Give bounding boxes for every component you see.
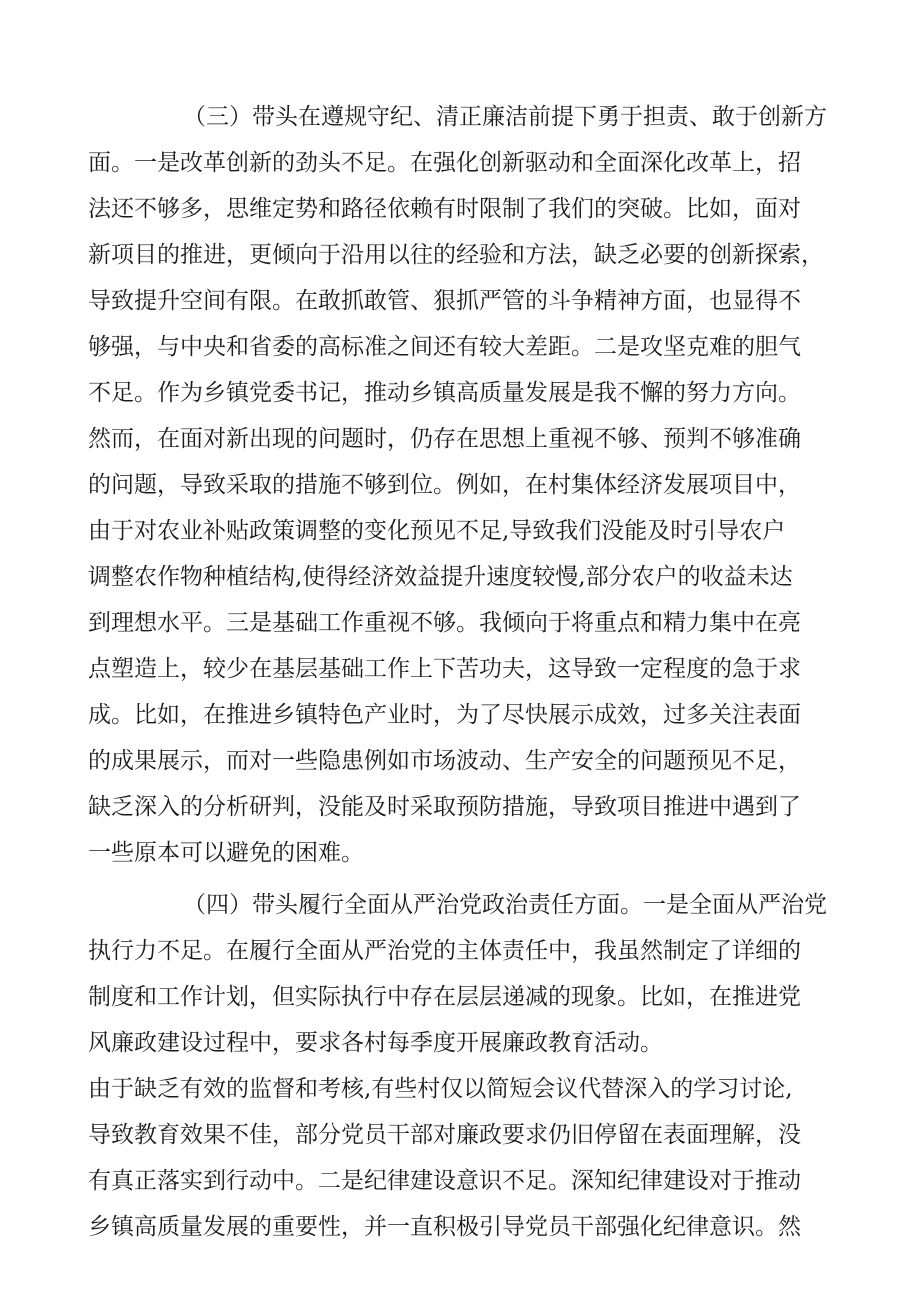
para3-line-12: 到理想水平。三是基础工作重视不够。我倾向于将重点和精力集中在亮 [88, 610, 801, 636]
para3-line-14: 成。比如，在推进乡镇特色产业时，为了尽快展示成效，过多关注表面 [88, 702, 801, 728]
para4-line-3: 制度和工作计划，但实际执行中存在层层递减的现象。比如，在推进党 [88, 984, 801, 1010]
para3-line-11: 调整农作物种植结构,使得经济效益提升速度较慢,部分农户的收益未达 [88, 564, 793, 590]
para3-line-2: 面。一是改革创新的劲头不足。在强化创新驱动和全面深化改革上，招 [88, 150, 801, 176]
para3-line-6: 够强，与中央和省委的高标准之间还有较大差距。二是攻坚克难的胆气 [88, 334, 801, 360]
para3-line-7: 不足。作为乡镇党委书记，推动乡镇高质量发展是我不懈的努力方向。 [88, 380, 801, 406]
para3-line-8: 然而，在面对新出现的问题时，仍存在思想上重视不够、预判不够准确 [88, 426, 801, 452]
para4-line-7: 有真正落实到行动中。二是纪律建设意识不足。深知纪律建设对于推动 [88, 1168, 801, 1194]
para3-line-4: 新项目的推进，更倾向于沿用以往的经验和方法，缺乏必要的创新探索， [88, 242, 824, 268]
para4-line-2: 执行力不足。在履行全面从严治党的主体责任中，我虽然制定了详细的 [88, 938, 801, 964]
para3-line-17: 一些原本可以避免的困难。 [88, 840, 364, 866]
para4-line-1: （四）带头履行全面从严治党政治责任方面。一是全面从严治党 [183, 892, 827, 918]
para4-line-5: 由于缺乏有效的监督和考核,有些村仅以简短会议代替深入的学习讨论, [88, 1076, 793, 1102]
para3-line-10: 由于对农业补贴政策调整的变化预见不足,导致我们没能及时引导农户 [88, 518, 786, 544]
para4-line-8: 乡镇高质量发展的重要性，并一直积极引导党员干部强化纪律意识。然 [88, 1214, 801, 1240]
para3-line-1: （三）带头在遵规守纪、清正廉洁前提下勇于担责、敢于创新方 [183, 104, 827, 130]
para3-line-5: 导致提升空间有限。在敢抓敢管、狠抓严管的斗争精神方面，也显得不 [88, 288, 801, 314]
para3-line-3: 法还不够多，思维定势和路径依赖有时限制了我们的突破。比如，面对 [88, 196, 801, 222]
para3-line-15: 的成果展示，而对一些隐患例如市场波动、生产安全的问题预见不足， [88, 748, 801, 774]
para4-line-4: 风廉政建设过程中，要求各村每季度开展廉政教育活动。 [88, 1030, 663, 1056]
para4-line-6: 导致教育效果不佳，部分党员干部对廉政要求仍旧停留在表面理解，没 [88, 1122, 801, 1148]
para3-line-9: 的问题，导致采取的措施不够到位。例如，在村集体经济发展项目中， [88, 472, 801, 498]
para3-line-16: 缺乏深入的分析研判，没能及时采取预防措施，导致项目推进中遇到了 [88, 794, 801, 820]
para3-line-13: 点塑造上，较少在基层基础工作上下苦功夫，这导致一定程度的急于求 [88, 656, 801, 682]
